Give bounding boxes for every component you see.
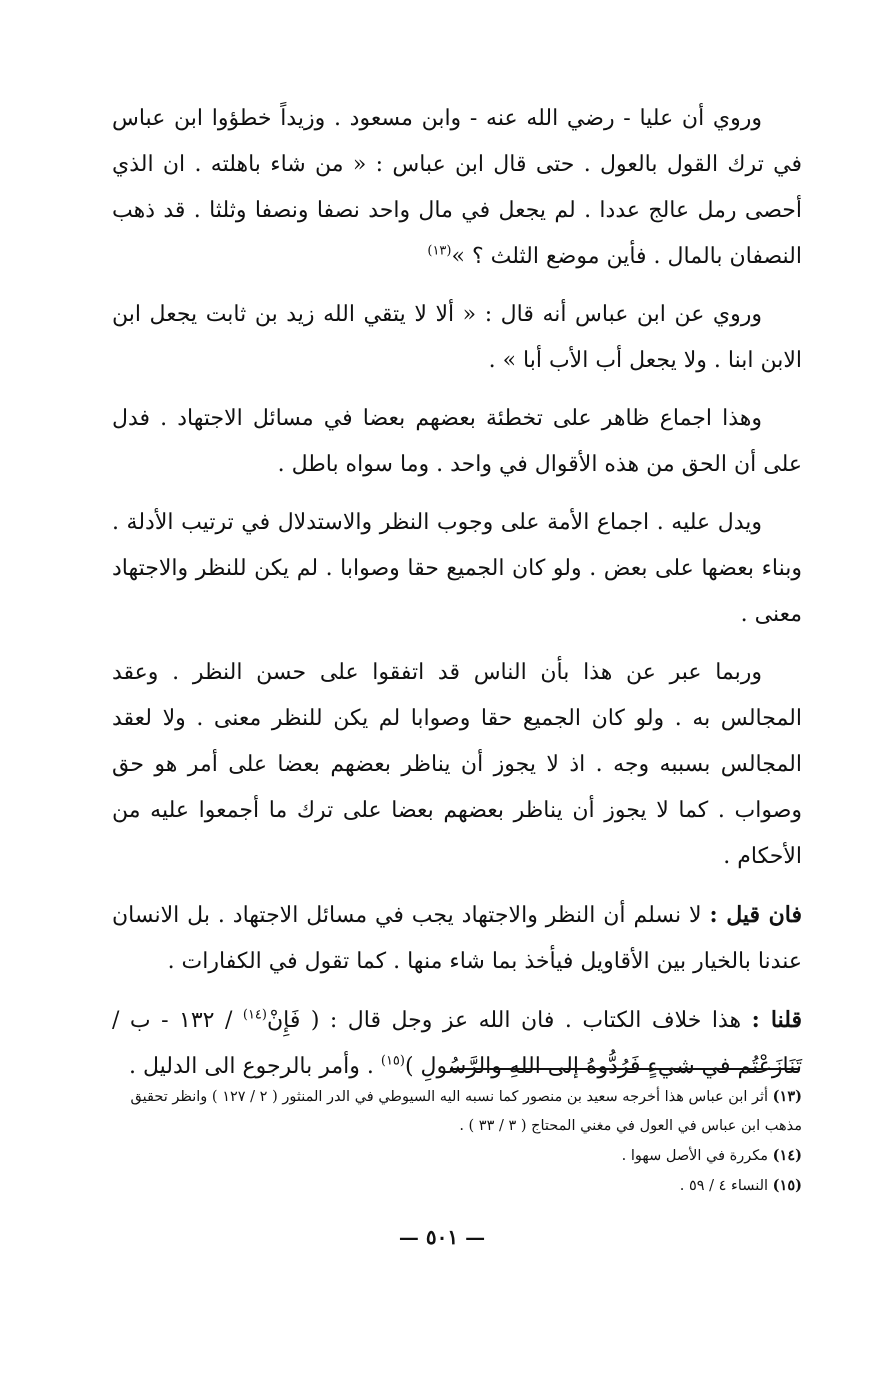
- paragraph-1: [112, 96, 802, 280]
- paragraph-6: [112, 892, 802, 985]
- footnote-15-number: (١٥): [772, 1177, 802, 1194]
- paragraph-2-text: وروي عن ابن عباس أنه قال : « ألا لا يتقي الله زيد بن ثابت يجعل ابن الابن ابنا . ولا يجعل أب الأب أبا » .: [112, 302, 802, 373]
- footnote-divider: [450, 1068, 800, 1070]
- footnote-14-text: مكررة في الأصل سهوا .: [621, 1148, 769, 1164]
- reply-lead: قلنا :: [751, 1007, 803, 1033]
- paragraph-2: [112, 292, 802, 384]
- footnote-13-number: (١٣): [772, 1088, 802, 1105]
- footnote-15-text: النساء ٤ / ٥٩ .: [679, 1178, 769, 1194]
- footnote-13-text: أثر ابن عباس هذا أخرجه سعيد بن منصور كما نسبه اليه السيوطي في الدر المنثور ( ٢ / ١٢٧ ) وانظر تحقيق مذهب ابن عباس في العول في مغني المحتاج ( ٣ / ٣٣ ) .: [130, 1089, 802, 1134]
- footnote-15: [112, 1171, 802, 1201]
- paragraph-7-text-c: . وأمر بالرجوع الى الدليل .: [128, 1054, 374, 1079]
- objection-lead: فان قيل :: [709, 902, 802, 928]
- paragraph-1-text: وروي أن عليا - رضي الله عنه - وابن مسعود . وزيداً خطؤوا ابن عباس في ترك القول بالعول . حتى قال ابن عباس : « من شاء باهلته . ان الذي أحصى رمل عالج عددا . لم يجعل في مال واحد نصفا ونصفا وثلثا . قد ذهب النصفان بالمال . فأين موضع الثلث ؟ »: [112, 106, 802, 269]
- paragraph-5-text: وربما عبر عن هذا بأن الناس قد اتفقوا على حسن النظر . وعقد المجالس به . ولو كان الجميع حقا وصوابا لم يكن للنظر معنى . ولا لعقد المجالس بسببه وجه . اذ لا يجوز أن يناظر بعضهم بعضا على أمر هو حق وصواب . كما لا يجوز أن يناظر بعضهم بعضا على ترك ما أجمعوا عليه من الأحكام .: [112, 660, 802, 869]
- paragraph-6-text: لا نسلم أن النظر والاجتهاد يجب في مسائل الاجتهاد . بل الانسان عندنا بالخيار بين الأقاويل فيأخذ بما شاء منها . كما تقول في الكفارات .: [112, 903, 802, 974]
- footnote-ref-13: (١٣): [427, 243, 452, 259]
- footnote-14-number: (١٤): [772, 1147, 802, 1164]
- paragraph-7-text-b: / ١٣٢ - ب / تَنَازَعْتُم في شيءٍ فَرُدُّوهُ إلى اللهِ والرَّسُولِ ): [112, 1008, 802, 1079]
- paragraph-4: [112, 500, 802, 638]
- footnote-13: [112, 1082, 802, 1141]
- footnote-ref-15: (١٥): [380, 1053, 405, 1069]
- footnote-ref-14: (١٤): [242, 1007, 267, 1023]
- paragraph-7-text-a: هذا خلاف الكتاب . فان الله عز وجل قال : ( فَإِنْ: [266, 1008, 742, 1033]
- paragraph-3: [112, 396, 802, 488]
- main-text: [112, 96, 802, 1102]
- paragraph-4-text: ويدل عليه . اجماع الأمة على وجوب النظر والاستدلال في ترتيب الأدلة . وبناء بعضها على بعض . ولو كان الجميع حقا وصوابا . لم يكن للنظر والاجتهاد معنى .: [112, 510, 802, 627]
- paragraph-5: [112, 650, 802, 880]
- footnotes: [112, 1082, 802, 1201]
- paragraph-3-text: وهذا اجماع ظاهر على تخطئة بعضهم بعضا في مسائل الاجتهاد . فدل على أن الحق من هذه الأقوال في واحد . وما سواه باطل .: [112, 406, 802, 477]
- page-number: — ٥٠١ —: [398, 1225, 486, 1249]
- footnote-14: [112, 1141, 802, 1171]
- paragraph-7: [112, 997, 802, 1090]
